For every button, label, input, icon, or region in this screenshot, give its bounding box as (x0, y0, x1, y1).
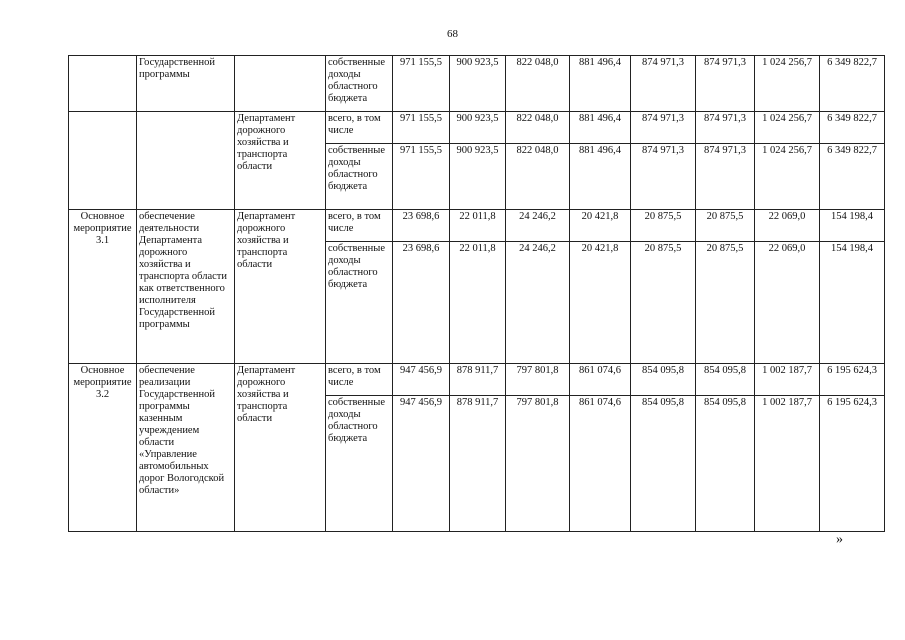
value-cell: 20 875,5 (631, 210, 696, 242)
table-row (69, 112, 885, 144)
funding-source-label: собственные доходы областного бюджета (328, 57, 386, 104)
continuation-mark: » (836, 532, 843, 547)
value-cell: 878 911,7 (450, 396, 506, 532)
value-cell: 20 421,8 (570, 242, 631, 364)
measure-name-cell: обеспечение реализации Государственной программы казенным учреждением области «Управление автомобильных дорог Вологодской области» (137, 364, 235, 532)
value-cell: 20 875,5 (696, 242, 755, 364)
value-cell: 900 923,5 (450, 112, 506, 144)
value-total-cell: 154 198,4 (820, 242, 885, 364)
value-cell: 861 074,6 (570, 364, 631, 396)
value-cell: 881 496,4 (570, 144, 631, 210)
value-cell: 1 024 256,7 (755, 56, 820, 112)
value-cell: 22 011,8 (450, 242, 506, 364)
executor-cell: Департамент дорожного хозяйства и транспорта области (235, 112, 326, 210)
value-cell: 23 698,6 (393, 210, 450, 242)
table-row (69, 210, 885, 242)
value-cell: 874 971,3 (696, 112, 755, 144)
value-cell: 900 923,5 (450, 144, 506, 210)
value-cell: 822 048,0 (506, 56, 570, 112)
value-cell: 971 155,5 (393, 144, 450, 210)
value-cell: 20 421,8 (570, 210, 631, 242)
value-cell: 947 456,9 (393, 364, 450, 396)
value-cell: 22 069,0 (755, 242, 820, 364)
value-cell: 24 246,2 (506, 210, 570, 242)
value-cell: 861 074,6 (570, 396, 631, 532)
value-cell: 797 801,8 (506, 396, 570, 532)
value-cell: 822 048,0 (506, 144, 570, 210)
page-number: 68 (447, 28, 458, 40)
value-cell: 900 923,5 (450, 56, 506, 112)
funding-source-cell (326, 56, 393, 112)
funding-source-cell: собственные доходы областного бюджета (326, 242, 393, 364)
value-cell: 878 911,7 (450, 364, 506, 396)
measure-cell (69, 112, 137, 210)
value-cell: 20 875,5 (696, 210, 755, 242)
measure-cell: Основное мероприятие 3.2 (69, 364, 137, 532)
executor-cell (235, 56, 326, 112)
value-cell: 854 095,8 (696, 364, 755, 396)
funding-source-cell: всего, в том числе (326, 210, 393, 242)
value-cell: 881 496,4 (570, 112, 631, 144)
value-total-cell: 6 349 822,7 (820, 144, 885, 210)
value-cell: 22 011,8 (450, 210, 506, 242)
measure-cell (69, 56, 137, 112)
value-cell: 874 971,3 (696, 144, 755, 210)
value-cell: 1 002 187,7 (755, 364, 820, 396)
measure-name-cell: Государственной программы (137, 56, 235, 112)
value-cell: 874 971,3 (631, 112, 696, 144)
measure-cell: Основное мероприятие 3.1 (69, 210, 137, 364)
value-cell: 854 095,8 (631, 396, 696, 532)
measure-name-cell: обеспечение деятельности Департамента дорожного хозяйства и транспорта области как ответственного исполнителя Государственной программы (137, 210, 235, 364)
table-row (69, 56, 885, 112)
value-cell: 20 875,5 (631, 242, 696, 364)
value-cell: 874 971,3 (631, 56, 696, 112)
funding-source-cell: всего, в том числе (326, 112, 393, 144)
value-total-cell: 154 198,4 (820, 210, 885, 242)
budget-table (68, 55, 885, 532)
value-cell: 971 155,5 (393, 112, 450, 144)
value-cell: 874 971,3 (696, 56, 755, 112)
value-cell: 947 456,9 (393, 396, 450, 532)
value-cell: 23 698,6 (393, 242, 450, 364)
value-cell: 971 155,5 (393, 56, 450, 112)
value-cell: 797 801,8 (506, 364, 570, 396)
value-cell: 854 095,8 (631, 364, 696, 396)
value-cell: 1 024 256,7 (755, 144, 820, 210)
value-total-cell: 6 195 624,3 (820, 364, 885, 396)
value-total-cell: 6 349 822,7 (820, 112, 885, 144)
funding-source-cell: всего, в том числе (326, 364, 393, 396)
funding-source-cell: собственные доходы областного бюджета (326, 396, 393, 532)
value-cell: 1 002 187,7 (755, 396, 820, 532)
executor-cell: Департамент дорожного хозяйства и транспорта области (235, 364, 326, 532)
value-cell: 881 496,4 (570, 56, 631, 112)
value-cell: 874 971,3 (631, 144, 696, 210)
value-total-cell: 6 349 822,7 (820, 56, 885, 112)
funding-source-cell: собственные доходы областного бюджета (326, 144, 393, 210)
value-cell: 822 048,0 (506, 112, 570, 144)
executor-cell: Департамент дорожного хозяйства и транспорта области (235, 210, 326, 364)
table-row (69, 364, 885, 396)
value-total-cell: 6 195 624,3 (820, 396, 885, 532)
value-cell: 854 095,8 (696, 396, 755, 532)
value-cell: 1 024 256,7 (755, 112, 820, 144)
measure-name-cell (137, 112, 235, 210)
value-cell: 24 246,2 (506, 242, 570, 364)
value-cell: 22 069,0 (755, 210, 820, 242)
